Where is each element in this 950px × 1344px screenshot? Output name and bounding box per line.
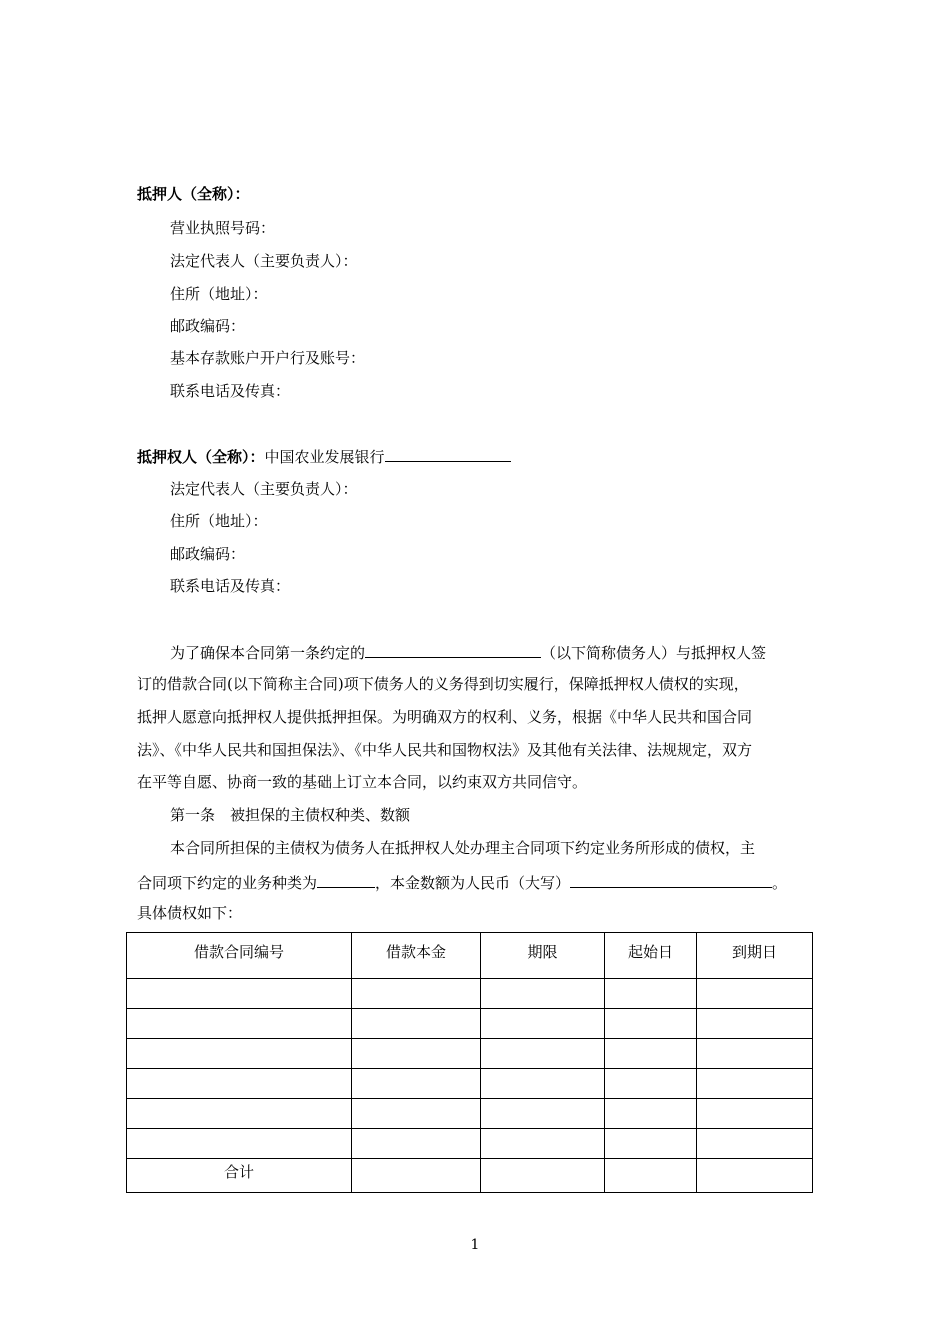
debt-table — [126, 932, 813, 1193]
mortgagee-heading: 抵押权人（全称）： — [137, 448, 265, 466]
table-cell[interactable] — [697, 1039, 813, 1069]
mortgagor-bank-account-field: 基本存款账户开户行及账号： — [170, 349, 366, 367]
table-cell[interactable] — [127, 1039, 352, 1069]
table-cell[interactable] — [127, 979, 352, 1009]
table-cell[interactable] — [605, 1039, 697, 1069]
mortgagor-heading: 抵押人（全称）： — [137, 185, 250, 203]
mortgagee-address-field: 住所（地址）： — [170, 512, 268, 530]
table-cell[interactable] — [352, 1009, 481, 1039]
table-row — [127, 1009, 813, 1039]
mortgagor-legal-rep-field: 法定代表人（主要负责人）： — [170, 252, 358, 270]
table-cell[interactable] — [352, 979, 481, 1009]
table-cell[interactable] — [605, 1099, 697, 1129]
mortgagee-heading-line — [137, 445, 511, 467]
table-cell[interactable] — [352, 1039, 481, 1069]
header-contract-no: 借款合同编号 — [127, 933, 352, 979]
table-row — [127, 1099, 813, 1129]
table-cell[interactable] — [127, 1009, 352, 1039]
table-row — [127, 1069, 813, 1099]
table-row — [127, 1129, 813, 1159]
table-cell[interactable] — [697, 1129, 813, 1159]
table-cell[interactable] — [697, 979, 813, 1009]
table-cell[interactable] — [481, 1009, 605, 1039]
business-type-blank[interactable] — [317, 871, 375, 888]
mortgagor-address-field: 住所（地址）： — [170, 285, 268, 303]
article-1-title: 第一条 被担保的主债权种类、数额 — [170, 806, 411, 824]
page-number: 1 — [470, 1237, 480, 1253]
header-term: 期限 — [481, 933, 605, 979]
preamble-line-4: 法》、《中华人民共和国担保法》、《中华人民共和国物权法》及其他有关法律、法规规定，双方 — [137, 741, 753, 759]
preamble-line-3: 抵押人愿意向抵押权人提供抵押担保。为明确双方的权利、义务，根据《中华人民共和国合同 — [137, 708, 753, 726]
total-label: 合计 — [127, 1159, 352, 1193]
table-cell[interactable] — [481, 1129, 605, 1159]
mortgagor-phone-fax-field: 联系电话及传真： — [170, 382, 291, 400]
mortgagor-postcode-field: 邮政编码： — [170, 317, 246, 335]
table-cell[interactable] — [697, 1159, 813, 1193]
table-cell[interactable] — [697, 1009, 813, 1039]
table-cell[interactable] — [605, 1069, 697, 1099]
table-cell[interactable] — [481, 1069, 605, 1099]
mortgagee-branch-blank[interactable] — [385, 445, 511, 462]
mortgagee-postcode-field: 邮政编码： — [170, 545, 246, 563]
table-cell[interactable] — [481, 1159, 605, 1193]
preamble-line-2: 订的借款合同(以下简称主合同)项下债务人的义务得到切实履行，保障抵押权人债权的实现， — [137, 675, 749, 693]
table-cell[interactable] — [605, 1159, 697, 1193]
mortgagee-legal-rep-field: 法定代表人（主要负责人）： — [170, 480, 358, 498]
article-1-line-2 — [137, 871, 787, 893]
principal-amount-blank[interactable] — [570, 871, 772, 888]
table-row — [127, 1039, 813, 1069]
header-principal: 借款本金 — [352, 933, 481, 979]
article-1-line-1: 本合同所担保的主债权为债务人在抵押权人处办理主合同项下约定业务所形成的债权，主 — [170, 839, 756, 857]
article-1-text-b: ，本金数额为人民币（大写） — [375, 874, 571, 892]
table-total-row — [127, 1159, 813, 1193]
header-start-date: 起始日 — [605, 933, 697, 979]
table-cell[interactable] — [481, 1039, 605, 1069]
table-cell[interactable] — [697, 1069, 813, 1099]
article-1-text-c: 。 — [772, 874, 788, 892]
preamble-line-1 — [170, 641, 766, 663]
table-cell[interactable] — [605, 1009, 697, 1039]
mortgagee-bank-name: 中国农业发展银行 — [264, 448, 385, 466]
table-cell[interactable] — [127, 1099, 352, 1129]
table-row — [127, 979, 813, 1009]
preamble-line-5: 在平等自愿、协商一致的基础上订立本合同，以约束双方共同信守。 — [137, 773, 588, 791]
table-cell[interactable] — [605, 1129, 697, 1159]
table-cell[interactable] — [352, 1099, 481, 1129]
preamble-text-a: 为了确保本合同第一条约定的 — [170, 644, 366, 662]
table-cell[interactable] — [352, 1069, 481, 1099]
table-cell[interactable] — [352, 1159, 481, 1193]
table-cell[interactable] — [605, 979, 697, 1009]
table-cell[interactable] — [697, 1099, 813, 1129]
table-header-row — [127, 933, 813, 979]
table-cell[interactable] — [127, 1129, 352, 1159]
debtor-name-blank[interactable] — [365, 641, 541, 658]
preamble-text-b: （以下简称债务人）与抵押权人签 — [541, 644, 767, 662]
table-cell[interactable] — [481, 979, 605, 1009]
article-1-line-3: 具体债权如下： — [137, 904, 243, 922]
mortgagee-phone-fax-field: 联系电话及传真： — [170, 577, 291, 595]
mortgagor-license-field: 营业执照号码： — [170, 219, 276, 237]
article-1-text-a: 合同项下约定的业务种类为 — [137, 874, 318, 892]
table-cell[interactable] — [127, 1069, 352, 1099]
header-due-date: 到期日 — [697, 933, 813, 979]
table-cell[interactable] — [481, 1099, 605, 1129]
table-cell[interactable] — [352, 1129, 481, 1159]
